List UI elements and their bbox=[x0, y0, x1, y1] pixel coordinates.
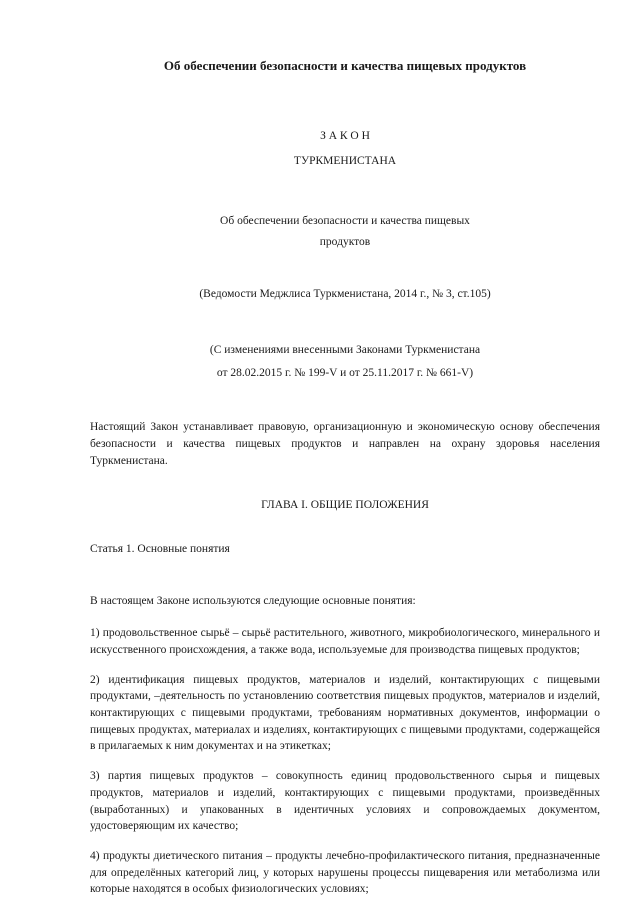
amendments-line1: (С изменениями внесенными Законами Туркменистана bbox=[209, 344, 481, 357]
law-subtitle bbox=[90, 211, 600, 255]
law-subtitle-line2: продуктов bbox=[319, 236, 371, 249]
amendments-line2: от 28.02.2015 г. № 199-V и от 25.11.2017 г. № 661-V) bbox=[216, 367, 474, 380]
intro-paragraph: Настоящий Закон устанавливает правовую, организационную и экономическую основу обеспечения безопасности и качества пищевых продуктов и направлен на охрану здоровья населения Туркменистана. bbox=[90, 421, 600, 467]
chapter-heading: ГЛАВА I. ОБЩИЕ ПОЛОЖЕНИЯ bbox=[261, 499, 429, 512]
definition-item-2: 2) идентификация пищевых продуктов, материалов и изделий, контактирующих с пищевыми продуктами, –деятельность по установлению соответствия пищевых продуктов, материалов и изделий, контактирующих с пищевыми продуктами, требованиям нормативных документов, информации о пищевых продуктах, материалах и изделиях, контактирующих с пищевыми продуктами, содержащейся в прилагаемых к ним документах и на этикетках; bbox=[90, 673, 600, 753]
definition-item-3: 3) партия пищевых продуктов – совокупность единиц продовольственного сырья и пищевых продуктов, материалов и изделий, контактирующих с пищевыми продуктами, произведённых (выработанных) и упакованных в идентичных условиях и сопровождаемых документом, удостоверяющим их качество; bbox=[90, 770, 600, 833]
publication-reference: (Ведомости Меджлиса Туркменистана, 2014 г., № 3, ст.105) bbox=[199, 288, 491, 301]
document-title: Об обеспечении безопасности и качества пищевых продуктов bbox=[163, 58, 527, 73]
law-subtitle-line1: Об обеспечении безопасности и качества пищевых bbox=[220, 214, 470, 227]
definition-item-4: 4) продукты диетического питания – продукты лечебно-профилактического питания, предназначенные для определённых категорий лиц, у которых нарушены процессы пищеварения или метаболизма или которые находятся в особых физиологических условиях; bbox=[90, 849, 600, 896]
definition-item-1: 1) продовольственное сырьё – сырьё растительного, животного, микробиологического, минерального и искусственного происхождения, а также вода, используемые для производства пищевых продуктов; bbox=[90, 627, 600, 657]
country-name: ТУРКМЕНИСТАНА bbox=[293, 155, 397, 168]
definitions-lead-in: В настоящем Законе используются следующие основные понятия: bbox=[90, 595, 416, 608]
law-word: З А К О Н bbox=[320, 130, 370, 142]
article-heading: Статья 1. Основные понятия bbox=[90, 543, 230, 556]
amendments-note bbox=[90, 339, 600, 385]
